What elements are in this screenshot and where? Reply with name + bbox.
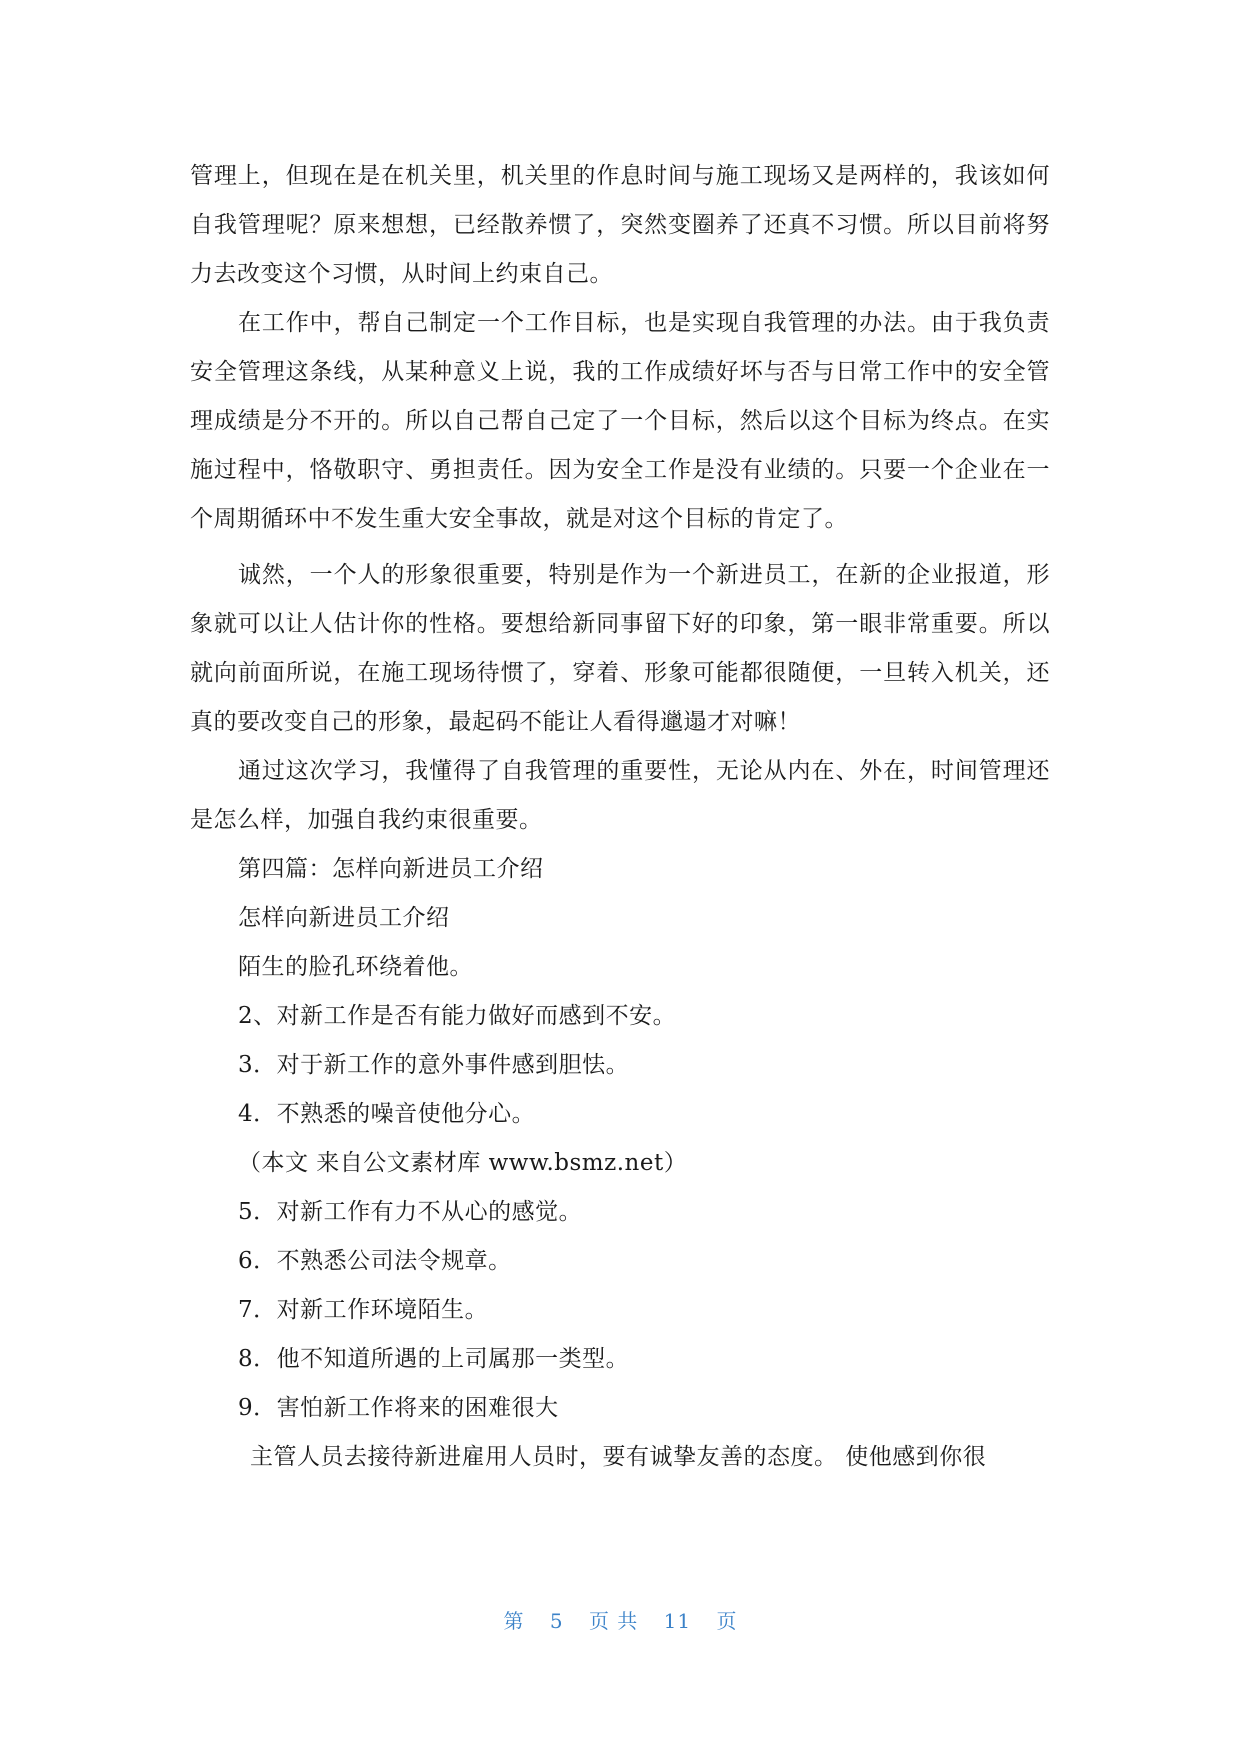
footer-total-pages: 11 bbox=[663, 1609, 692, 1633]
list-item: 8．他不知道所遇的上司属那一类型。 bbox=[238, 1346, 630, 1372]
paragraph-1: 管理上，但现在是在机关里，机关里的作息时间与施工现场又是两样的，我该如何自我管理呢？原来想想，已经散养惯了，突然变圈养了还真不习惯。所以目前将努力去改变这个习惯，从时间上约束自己。 bbox=[190, 163, 1050, 287]
list-item: 9．害怕新工作将来的困难很大 bbox=[238, 1395, 559, 1421]
list-item: 2、对新工作是否有能力做好而感到不安。 bbox=[238, 1003, 677, 1029]
section-heading: 第四篇：怎样向新进员工介绍 bbox=[238, 856, 544, 882]
list-item: 3．对于新工作的意外事件感到胆怯。 bbox=[238, 1052, 630, 1078]
paragraph-3: 诚然，一个人的形象很重要，特别是作为一个新进员工，在新的企业报道，形象就可以让人估计你的性格。要想给新同事留下好的印象，第一眼非常重要。所以就向前面所说，在施工现场待惯了，穿着、形象可能都很随便，一旦转入机关，还真的要改变自己的形象，最起码不能让人看得邋遢才对嘛！ bbox=[190, 562, 1050, 735]
footer-current-page: 5 bbox=[549, 1609, 564, 1633]
paragraph-4: 通过这次学习，我懂得了自我管理的重要性，无论从内在、外在，时间管理还是怎么样，加强自我约束很重要。 bbox=[190, 758, 1050, 833]
paragraph-2: 在工作中，帮自己制定一个工作目标，也是实现自我管理的办法。由于我负责安全管理这条线，从某种意义上说，我的工作成绩好坏与否与日常工作中的安全管理成绩是分不开的。所以自己帮自己定了一个目标，然后以这个目标为终点。在实施过程中，恪敬职守、勇担责任。因为安全工作是没有业绩的。只要一个企业在一个周期循环中不发生重大安全事故，就是对这个目标的肯定了。 bbox=[190, 310, 1050, 532]
footer-mid: 页 共 bbox=[588, 1609, 639, 1633]
list-item: 7．对新工作环境陌生。 bbox=[238, 1297, 489, 1323]
list-item: 5．对新工作有力不从心的感觉。 bbox=[238, 1199, 583, 1225]
section-subtitle: 怎样向新进员工介绍 bbox=[238, 905, 450, 931]
paragraph-last: 主管人员去接待新进雇用人员时，要有诚挚友善的态度。 使他感到你很 bbox=[250, 1444, 987, 1470]
list-item: 6．不熟悉公司法令规章。 bbox=[238, 1248, 512, 1274]
footer-suffix: 页 bbox=[716, 1609, 738, 1633]
document-body bbox=[190, 152, 1050, 1482]
source-note: （本文 来自公文素材库 www.bsmz.net） bbox=[238, 1150, 688, 1176]
list-item: 4．不熟悉的噪音使他分心。 bbox=[238, 1101, 536, 1127]
list-item: 陌生的脸孔环绕着他。 bbox=[238, 954, 473, 980]
footer-prefix: 第 bbox=[503, 1609, 525, 1633]
page-footer bbox=[0, 1605, 1241, 1634]
